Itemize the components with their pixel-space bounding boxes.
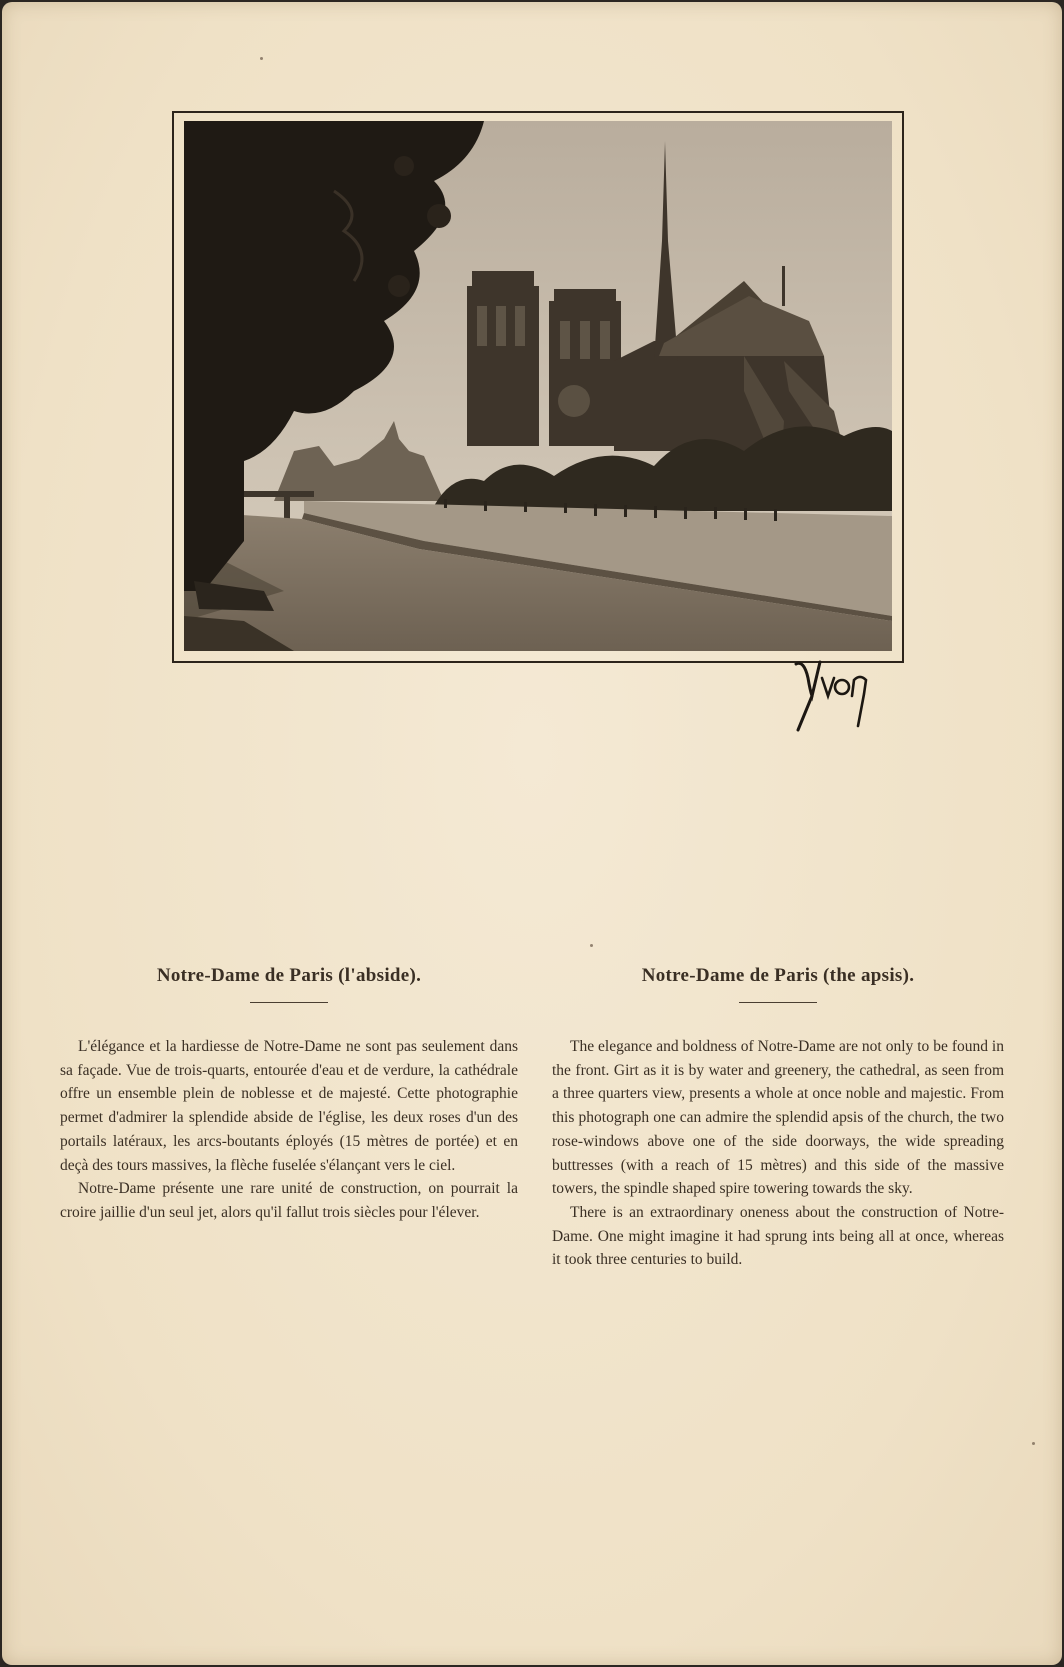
english-body [552,1035,1004,1272]
french-description [60,962,518,1225]
english-paragraph: There is an extraordinary oneness about the construction of Notre-Dame. One might imagine it had sprung ints being all at once, whereas it took three centuries to build. [552,1203,1004,1269]
paper-speck [590,944,593,947]
french-paragraph: Notre-Dame présente une rare unité de construction, on pourrait la croire jaillie d'un seul jet, alors qu'il fallut trois siècles pour l'élever. [60,1180,518,1221]
postcard [2,2,1062,1665]
french-body [60,1035,518,1225]
english-paragraph: The elegance and boldness of Notre-Dame are not only to be found in the front. Girt as it is by water and greenery, the cathedral, as seen from a three quarters view, presents a whole at once noble and majestic. From this photograph one can admire the splendid apsis of the church, the two rose-windows above one of the side doorways, the wide spreading buttresses (with a reach of 15 mètres) and this side of the massive towers, the spindle shaped spire towering towards the sky. [552,1038,1004,1198]
yvon-signature-mark [794,660,872,732]
title-rule [250,1002,328,1003]
french-title: Notre-Dame de Paris (l'abside). [156,965,422,986]
paper-speck [260,57,263,60]
photo-frame [172,111,904,663]
notre-dame-photograph [184,121,892,651]
cathedral-illustration [184,121,892,651]
photographer-signature [794,660,872,732]
english-title: Notre-Dame de Paris (the apsis). [641,965,915,986]
title-rule [739,1002,817,1003]
french-paragraph: L'élégance et la hardiesse de Notre-Dame ne sont pas seulement dans sa façade. Vue de trois-quarts, entourée d'eau et de verdure, la cathédrale offre un ensemble plein de noblesse et de majesté. Cette photographie permet d'admirer la splendide abside de l'église, les deux roses d'un des portails latéraux, les arcs-boutants éployés (15 mètres de portée) et en deçà des tours massives, la flèche fuselée s'élançant vers le ciel. [60,1038,518,1174]
paper-speck [1032,1442,1035,1445]
english-description [552,962,1004,1272]
